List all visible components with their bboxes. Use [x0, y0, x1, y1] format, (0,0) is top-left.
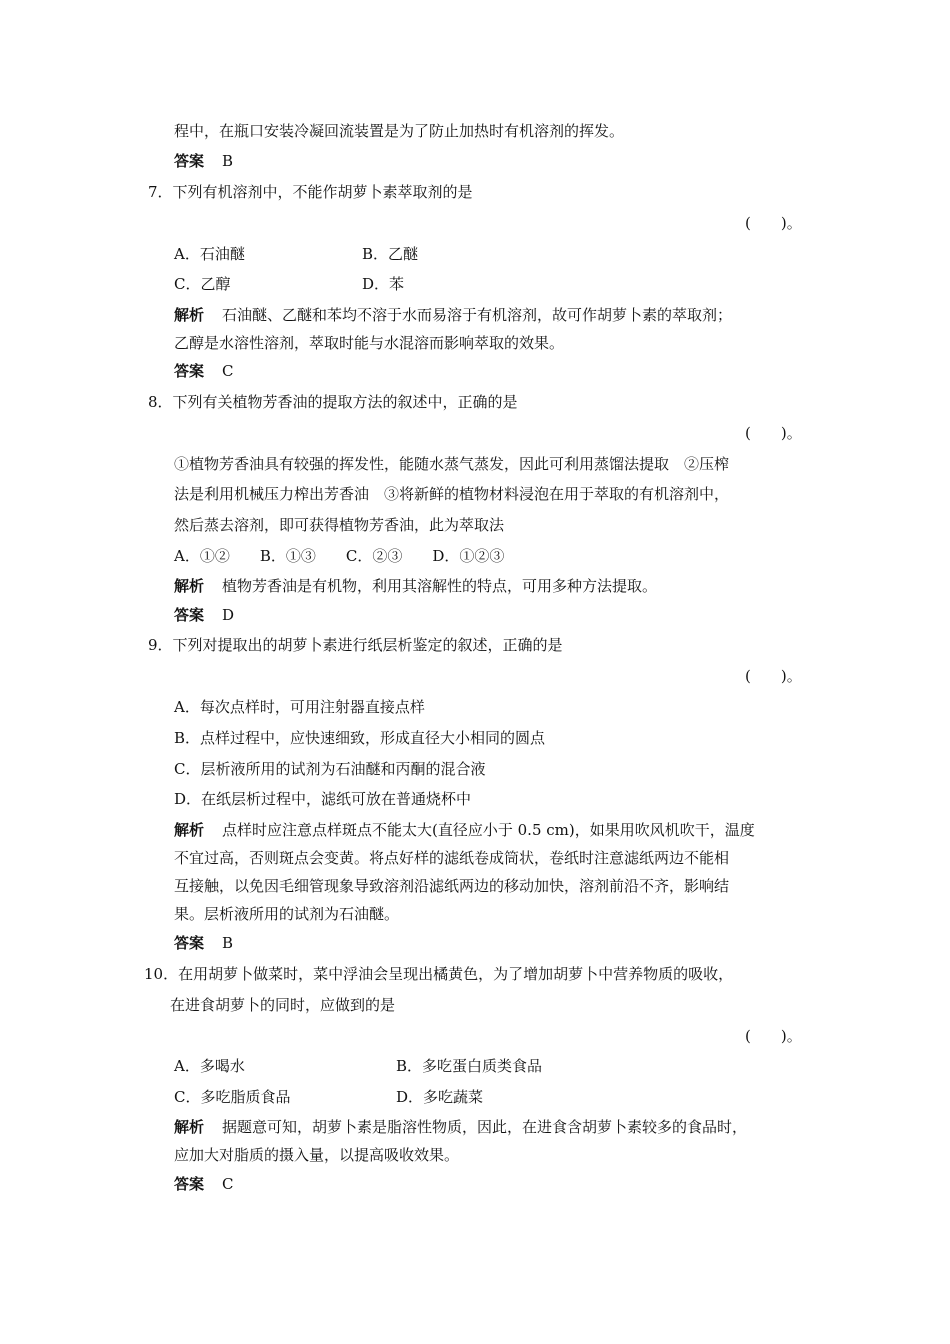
q10-option-a: A．多喝水 — [174, 1057, 245, 1075]
q9-option-d: D．在纸层析过程中，滤纸可放在普通烧杯中 — [174, 790, 472, 808]
q7-option-d: D．苯 — [362, 275, 405, 293]
prev-answer — [174, 151, 233, 171]
q9-option-a: A．每次点样时，可用注射器直接点样 — [174, 698, 425, 716]
q10-option-c: C．多吃脂质食品 — [174, 1088, 291, 1106]
q8-statement-1: ①植物芳香油具有较强的挥发性，能随水蒸气蒸发，因此可利用蒸馏法提取 ②压榨 — [174, 455, 730, 473]
q8-statement-3: 然后蒸去溶剂，即可获得植物芳香油，此为萃取法 — [174, 516, 505, 534]
q9-analysis-3: 互接触，以免因毛细管现象导致溶剂沿滤纸两边的移动加快，溶剂前沿不齐，影响结 — [174, 877, 730, 895]
q7-stem — [148, 182, 473, 202]
question-number: 7． — [148, 183, 173, 201]
answer-value: C — [222, 362, 234, 380]
q8-answer-blank: ( )。 — [745, 424, 802, 442]
question-number: 9． — [148, 636, 173, 654]
answer-label: 答案 — [174, 1175, 205, 1193]
q9-analysis-1 — [174, 820, 755, 840]
q10-option-b: B．多吃蛋白质类食品 — [396, 1057, 543, 1075]
analysis-text: 石油醚、乙醚和苯均不溶于水而易溶于有机溶剂，故可作胡萝卜素的萃取剂； — [222, 306, 733, 324]
q7-answer — [174, 361, 234, 381]
answer-value: D — [222, 606, 235, 624]
q9-stem — [148, 635, 563, 655]
q9-answer-blank: ( )。 — [745, 667, 802, 685]
answer-label: 答案 — [174, 362, 205, 380]
q10-stem-2: 在进食胡萝卜的同时，应做到的是 — [170, 996, 396, 1014]
q7-analysis-1 — [174, 305, 732, 325]
answer-label: 答案 — [174, 152, 205, 170]
q8-answer — [174, 605, 234, 625]
analysis-label: 解析 — [174, 1118, 205, 1136]
question-text: 下列对提取出的胡萝卜素进行纸层析鉴定的叙述，正确的是 — [172, 636, 563, 654]
question-text: 在用胡萝卜做菜时，菜中浮油会呈现出橘黄色，为了增加胡萝卜中营养物质的吸收， — [178, 965, 734, 983]
q8-analysis — [174, 576, 657, 596]
question-number: 8． — [148, 393, 173, 411]
q8-statement-2: 法是利用机械压力榨出芳香油 ③将新鲜的植物材料浸泡在用于萃取的有机溶剂中， — [174, 485, 730, 503]
q8-stem — [148, 392, 518, 412]
q7-option-a: A．石油醚 — [174, 245, 245, 263]
q9-option-b: B．点样过程中，应快速细致，形成直径大小相同的圆点 — [174, 729, 546, 747]
question-number: 10． — [144, 965, 179, 983]
analysis-text: 植物芳香油是有机物，利用其溶解性的特点，可用多种方法提取。 — [222, 577, 658, 595]
q9-answer — [174, 933, 233, 953]
analysis-label: 解析 — [174, 306, 205, 324]
prev-analysis-tail: 程中，在瓶口安装冷凝回流装置是为了防止加热时有机溶剂的挥发。 — [174, 122, 625, 140]
answer-label: 答案 — [174, 934, 205, 952]
q7-answer-blank: ( )。 — [745, 214, 802, 232]
analysis-text: 点样时应注意点样斑点不能太大(直径应小于 0.5 cm)，如果用吹风机吹干，温度 — [222, 821, 755, 839]
q10-analysis-2: 应加大对脂质的摄入量，以提高吸收效果。 — [174, 1146, 460, 1164]
q7-option-b: B．乙醚 — [362, 245, 419, 263]
q10-answer-blank: ( )。 — [745, 1027, 802, 1045]
answer-value: B — [222, 934, 234, 952]
answer-value: C — [222, 1175, 234, 1193]
question-text: 下列有机溶剂中，不能作胡萝卜素萃取剂的是 — [172, 183, 473, 201]
answer-label: 答案 — [174, 606, 205, 624]
analysis-label: 解析 — [174, 821, 205, 839]
analysis-text: 据题意可知，胡萝卜素是脂溶性物质，因此，在进食含胡萝卜素较多的食品时， — [222, 1118, 748, 1136]
q10-analysis-1 — [174, 1117, 747, 1137]
q9-option-c: C．层析液所用的试剂为石油醚和丙酮的混合液 — [174, 760, 486, 778]
q8-options: A．①② B．①③ C．②③ D．①②③ — [174, 547, 505, 565]
q9-analysis-4: 果。层析液所用的试剂为石油醚。 — [174, 905, 400, 923]
q10-stem-1 — [144, 964, 733, 984]
q9-analysis-2: 不宜过高，否则斑点会变黄。将点好样的滤纸卷成筒状，卷纸时注意滤纸两边不能相 — [174, 849, 730, 867]
q7-option-c: C．乙醇 — [174, 275, 231, 293]
q10-answer — [174, 1174, 234, 1194]
q10-option-d: D．多吃蔬菜 — [396, 1088, 484, 1106]
q7-analysis-2: 乙醇是水溶性溶剂，萃取时能与水混溶而影响萃取的效果。 — [174, 334, 565, 352]
question-text: 下列有关植物芳香油的提取方法的叙述中，正确的是 — [172, 393, 518, 411]
answer-value: B — [222, 152, 234, 170]
analysis-label: 解析 — [174, 577, 205, 595]
